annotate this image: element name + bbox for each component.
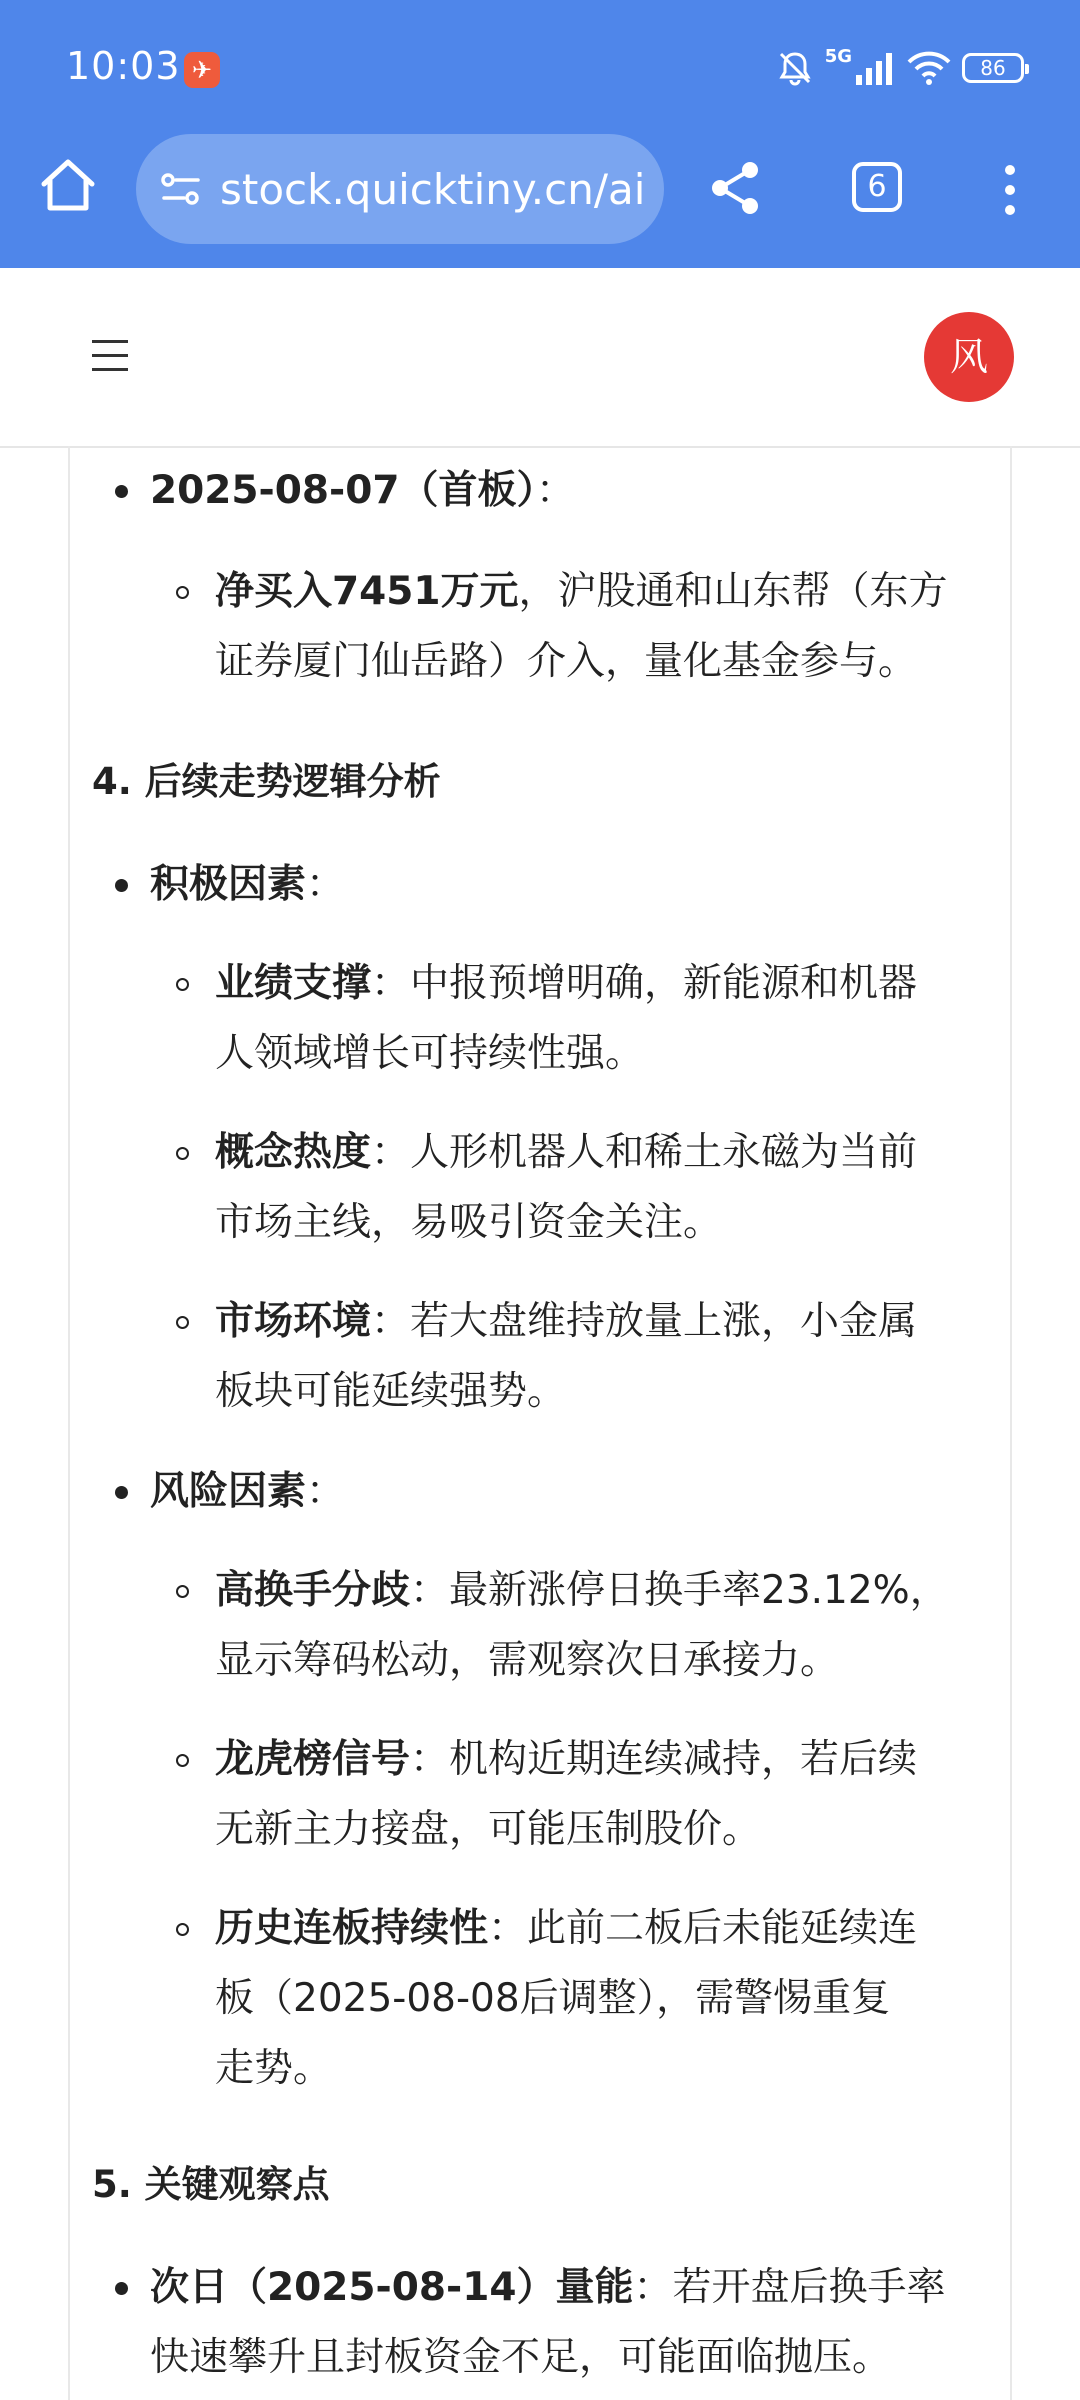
sub-bullet-circle [176,1316,189,1329]
sub-bullet-circle [176,1147,189,1160]
page-header [0,268,1080,448]
bullet-dot [115,485,128,498]
bullet-dot [115,2282,128,2295]
list-item: 次日（2025-08-14）量能：若开盘后换手率 [150,2265,946,2310]
bullet-dot [115,1486,128,1499]
url-text[interactable]: stock.quicktiny.cn/ai [220,164,646,214]
list-item-continuation: 走势。 [215,2046,333,2091]
wifi-icon [906,50,952,86]
more-menu-icon[interactable] [990,160,1030,220]
list-item-continuation: 无新主力接盘，可能压制股价。 [215,1807,762,1852]
list-item: 历史连板持续性：此前二板后未能延续连 [215,1906,918,1951]
list-item: 概念热度：人形机器人和稀土永磁为当前 [215,1130,918,1175]
section-heading: 5. 关键观察点 [92,2163,330,2206]
list-item: 2025-08-07（首板）： [150,468,575,513]
status-icons [775,46,1024,90]
list-item: 净买入7451万元，沪股通和山东帮（东方 [215,569,948,614]
section-heading: 4. 后续走势逻辑分析 [92,760,441,803]
list-item-continuation: 快速攀升且封板资金不足，可能面临抛压。 [150,2335,892,2380]
list-item: 积极因素： [150,862,346,907]
signal-icon [854,51,896,85]
network-type: 5G [824,46,852,67]
list-item: 市场环境：若大盘维持放量上涨，小金属 [215,1299,918,1344]
hamburger-menu-icon[interactable] [92,338,132,374]
list-item-continuation: 市场主线，易吸引资金关注。 [215,1200,723,1245]
sub-bullet-circle [176,1754,189,1767]
list-item-continuation: 显示筹码松动，需观察次日承接力。 [215,1638,840,1683]
browser-toolbar [0,0,1080,268]
battery-indicator: 86 [962,53,1024,83]
mute-bell-icon [775,48,815,88]
sub-bullet-circle [176,1585,189,1598]
address-bar[interactable] [136,134,664,244]
list-item: 高换手分歧：最新涨停日换手率23.12%， [215,1568,949,1613]
list-item: 风险因素： [150,1469,346,1514]
sub-bullet-circle [176,586,189,599]
share-icon[interactable] [706,158,766,218]
sub-bullet-circle [176,978,189,991]
site-settings-icon[interactable] [156,164,206,214]
tab-switcher-button[interactable]: 6 [852,162,902,212]
list-item: 业绩支撑：中报预增明确，新能源和机器 [215,961,918,1006]
bullet-dot [115,879,128,892]
avatar[interactable]: 风 [924,312,1014,402]
home-icon[interactable] [36,154,100,218]
notification-app-icon: ✈ [184,52,220,88]
list-item-continuation: 证券厦门仙岳路）介入，量化基金参与。 [215,639,918,684]
status-time: 10:03 [66,44,181,88]
sub-bullet-circle [176,1923,189,1936]
list-item: 龙虎榜信号：机构近期连续减持，若后续 [215,1737,918,1782]
list-item-continuation: 板块可能延续强势。 [215,1369,567,1414]
list-item-continuation: 人领域增长可持续性强。 [215,1031,645,1076]
list-item-continuation: 板（2025-08-08后调整），需警惕重复 [215,1976,891,2021]
